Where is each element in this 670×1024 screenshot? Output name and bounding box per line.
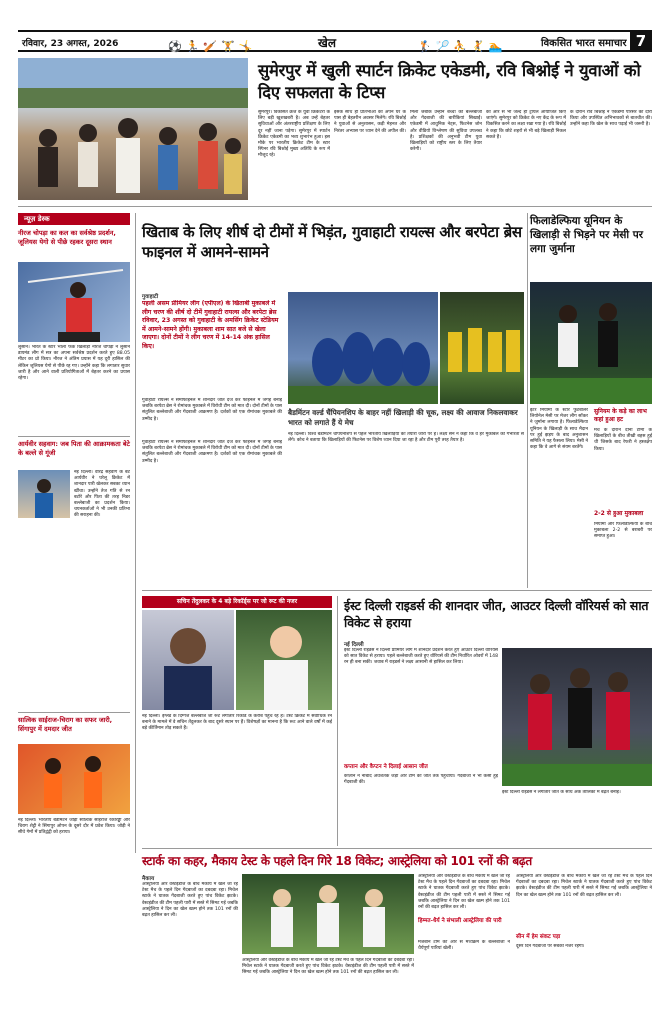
delhi-sub-headline: कप्तान और कैप्टन ने दिलाई आसान जीत — [344, 764, 428, 770]
lead-col-3: मिला जबकि उन्होंने बच्चों को बल्लेबाजी और गेंदबाजी की बारीकियां सिखाईं। एकेडमी में आधुनिक नेट्स, फिटनेस जोन और वीडियो विश्लेषण की सुविधा उपलब्ध है। प्रशिक्षकों की अनुभवी टीम युवा खिलाड़ियों को राष्ट्रीय स्तर के लिए तैयार करेगी। — [410, 110, 482, 153]
team-huddle-photo — [288, 292, 438, 404]
philly-side-body: मैच के दौरान दोनों टीमों के खिलाड़ियों के बीच तीखी बहस हुई थी जिसके बाद रेफरी ने हस्तक्षेप किया। — [594, 428, 652, 452]
philly-side-body-2: मियामी और फिलाडेल्फिया के बीच मुकाबला 2-2 से बराबरी पर समाप्त हुआ। — [594, 522, 652, 540]
page-number-box — [630, 30, 652, 52]
lead-col-1: सुमेरपुर। विकसित क्रेज के युवा क्रिकेटरों के लिए बड़ी खुशखबरी है। अब उन्हें बेहतर सुविधाओं और अंतरराष्ट्रीय प्रशिक्षण के लिए दूर नहीं जाना पड़ेगा। सुमेरपुर में स्पार्टन क्रिकेट एकेडमी का भव्य शुभारंभ हुआ। इस मौके पर भारतीय क्रिकेट टीम के स्टार स्पिनर रवि बिश्नोई मुख्य अतिथि के रूप में मौजूद रहे। — [258, 110, 330, 159]
delhi-players-illustration — [502, 648, 652, 786]
starc-dateline: मैकाय — [142, 876, 155, 882]
starc-body: आस्ट्रेलिया और वेस्टइंडीज के बीच मैकाय में खेले जा रहे टेस्ट मैच के पहले दिन गेंदबाजों का दबदबा रहा। मिचेल स्टार्क ने घातक गेंदबाजी करते हुए पांच विकेट झटके। वेस्टइंडीज की टीम पहली पारी में सस्ते में सिमट गई जबकि आस्ट्रेलिया ने दिन का खेल खत्म होने तक 101 रनों की बढ़त हासिल कर ली। — [142, 882, 238, 919]
final-intro: पहली असम प्रीमियर लीग (एपीएल) के खिताबी मुकाबले में लीग चरण की शीर्ष दो टीमें गुवाहाटी रायल्स और बरपेटा ब्रेस रविवार, 23 अगस्त को गुवाहाटी के अमसिंग क्रिकेट स्टेडियम में आमने-सामने होंगी। मुकाबला शाम सात बजे से खेला जाएगा। दोनों टीमों ने लीग चरण में 14-14 अंक हासिल किए। — [142, 300, 279, 350]
sachin-photo — [142, 610, 234, 710]
delhi-body: ईस्ट दिल्ली राइडर्स ने दिल्ली प्रीमियर लीग में शानदार प्रदर्शन करते हुए आउटर दिल्ली वॉरियर्स को सात विकेट से हराया। पहले बल्लेबाजी करते हुए वॉरियर्स की टीम निर्धारित ओवरों में 148 रन ही बना सकी। जवाब में राइडर्स ने लक्ष्य आसानी से हासिल कर लिया। — [344, 648, 498, 666]
story3-headline: सात्विक साईराज-चिराग का सफर जारी, सिंगापुर में दमदार जीत — [18, 716, 113, 733]
sachin-band-text: सचिन तेंदुलकर के 4 बड़े रिकॉर्ड्स पर जो रूट की नजर — [176, 598, 298, 605]
column-divider-left — [135, 213, 136, 853]
philly-body: इंटर मियामी के स्टार फुटबॉलर लियोनेल मेसी पर मेजर लीग सॉकर ने जुर्माना लगाया है। फिलाडेल्फिया यूनियन के खिलाड़ी के साथ मैदान पर हुई झड़प के बाद अनुशासन समिति ने यह फैसला लिया। मेसी ने कहा कि वे आगे से संयम बरतेंगे। — [530, 408, 588, 451]
starc-sub-headline-2: सीन में हेम संकट पड़ा — [516, 934, 561, 940]
sehwag-photo — [18, 470, 70, 518]
story1-body: लुसाने। भारत के स्टार भाला फेंक खिलाड़ी नीरज चोपड़ा ने लुसाने डायमंड लीग में सत्र का अपना सर्वश्रेष्ठ प्रदर्शन करते हुए 88.05 मीटर का थ्रो किया। नीरज ने अंतिम प्रयास में यह दूरी हासिल की लेकिन जूलियस येगो से पीछे रह गए। उन्होंने कहा कि लगातार सुधार जारी है और आने वाली प्रतियोगिताओं में बेहतर करने का प्रयास रहेगा। — [18, 345, 130, 382]
starc-sub-body-2: दूसरे दिन गेंदबाजों पर सबकी नजर रहेगी। — [516, 944, 585, 949]
final-headline: खिताब के लिए शीर्ष दो टीमों में भिड़ंत, गुवाहाटी रायल्स और बरपेटा ब्रेस फाइनल में आमने-सामने — [142, 223, 522, 261]
lead-headline: सुमेरपुर में खुली स्पार्टन क्रिकेट एकेडमी, रवि बिश्नोई ने युवाओं को दिए सफलता के टिप्स — [258, 61, 641, 102]
lead-col-5: के दौरान रवि बिश्नोई ने एकेडमी परिसर का दौरा किया और उपस्थित अभिभावकों से बातचीत की। उन्होंने कहा कि खेल के साथ पढ़ाई भी जरूरी है। — [570, 110, 652, 128]
section-title: खेल — [318, 36, 336, 50]
team-celebration-photo — [440, 292, 524, 404]
javelin-thrower-illustration — [18, 262, 130, 342]
batsman-illustration — [18, 470, 70, 518]
messi-photo — [530, 282, 652, 404]
footballers-illustration — [530, 282, 652, 404]
sports-silhouettes-left: ⚽🏃🏏🏋🤸 — [168, 40, 257, 53]
story2-headline: आर्यवीर सहवाग: जब पिता की आक्रामकता बेटे के बल्ले से गूंजी — [18, 440, 130, 457]
yellow-team-illustration — [440, 292, 524, 404]
news-desk-text: न्यूज़ डेस्क — [24, 215, 50, 223]
issue-date: रविवार, 23 अगस्त, 2026 — [22, 39, 119, 49]
delhi-photo — [502, 648, 652, 786]
team-huddle-illustration — [288, 292, 438, 404]
starc-body-2: आस्ट्रेलिया और वेस्टइंडीज के बीच मैकाय में खेले जा रहे टेस्ट मैच के पहले दिन गेंदबाजों का दबदबा रहा। मिचेल स्टार्क ने घातक गेंदबाजी करते हुए पांच विकेट झटके। वेस्टइंडीज की टीम पहली पारी में सस्ते में सिमट गई जबकि आस्ट्रेलिया ने दिन का खेल खत्म होने तक 101 रनों की बढ़त हासिल कर ली। — [242, 958, 414, 976]
final-sub-headline: बैडमिंटन वर्ल्ड चैंपियनशिप के बाहर नहीं खिलाड़ी की चूक, लक्ष्य की आवाज निकलवाकर भारत को लगाते हैं ये मेच — [288, 408, 518, 427]
rule-story1 — [18, 436, 130, 437]
final-sub-body: नई दिल्ली। विश्व बैडमिंटन चैंपियनशिप से पहले भारतीय खिलाड़ियों की तैयारी जोरों पर है। लक्ष्य सेन ने कहा कि वे हर मुकाबले को गंभीरता से लेंगे। कोच ने बताया कि खिलाड़ियों की फिटनेस पर विशेष ध्यान दिया जा रहा है और टीम पूरी तरह तैयार है। — [288, 432, 524, 444]
delhi-caption: ईस्ट दिल्ली राइडर्स ने लगातार जीत के साथ अंक तालिका में बढ़त बनाई। — [502, 790, 621, 795]
badminton-players-illustration — [18, 744, 130, 814]
neeraj-photo — [18, 262, 130, 342]
final-body: गुवाहाटी रायल्स ने सेमीफाइनल में शानदार जीत दर्ज कर फाइनल में जगह बनाई जबकि बरपेटा ब्रेस ने रोमांचक मुकाबले में विरोधी टीम को मात दी। दोनों टीमों के पास संतुलित बल्लेबाजी और गेंदबाजी आक्रमण है। दर्शकों को एक रोमांचक मुकाबले की उम्मीद है। — [142, 398, 282, 422]
lead-col-2: इसके साथ ही प्रतिभाओं को अपने घर के पास ही बेहतरीन अवसर मिलेंगे। रवि बिश्नोई ने युवाओं से अनुशासन, कड़ी मेहनत और निरंतर अभ्यास पर ध्यान देने की अपील की। — [334, 110, 406, 134]
philly-side-headline-2: 2-2 से हुआ मुकाबला — [594, 510, 644, 517]
rule-mid — [142, 590, 652, 591]
lead-photo — [18, 58, 248, 200]
story2-body: नई दिल्ली। वीरेंद्र सहवाग के बेटे आर्यवीर ने घरेलू क्रिकेट में शानदार पारी खेलकर सबका ध्यान खींचा। उन्होंने तेज गति से रन बटोरे और पिता की तरह निडर बल्लेबाजी का प्रदर्शन किया। चयनकर्ताओं ने भी उनकी प्रतिभा की सराहना की। — [74, 470, 130, 519]
column-divider-right — [527, 213, 528, 588]
root-photo — [236, 610, 332, 710]
australia-players-illustration — [242, 874, 414, 954]
starc-headline: स्टार्क का कहर, मैकाय टेस्ट के पहले दिन गिरे 18 विकेट; आस्ट्रेलिया को 101 रनों की बढ़त — [142, 854, 532, 868]
final-body-cont: गुवाहाटी रायल्स ने सेमीफाइनल में शानदार जीत दर्ज कर फाइनल में जगह बनाई जबकि बरपेटा ब्रेस ने रोमांचक मुकाबले में विरोधी टीम को मात दी। दोनों टीमों के पास संतुलित बल्लेबाजी और गेंदबाजी आक्रमण है। दर्शकों को एक रोमांचक मुकाबले की उम्मीद है। — [142, 440, 282, 464]
rule-under-lead — [18, 206, 652, 207]
sachin-band — [142, 596, 332, 608]
story3-body: नई दिल्ली। भारतीय बैडमिंटन जोड़ी सात्विक साईराज रंकीरेड्डी और चिराग शेट्टी ने सिंगापुर ओपन के दूसरे दौर में प्रवेश किया। जोड़ी ने सीधे गेमों में प्रतिद्वंद्वी को हराया। — [18, 818, 130, 836]
sachin-body: नई दिल्ली। इंग्लैंड के दिग्गज बल्लेबाज जो रूट लगातार रिकॉर्ड के करीब पहुंच रहे हैं। टेस्ट क्रिकेट में सर्वाधिक रन बनाने के मामले में वे सचिन तेंदुलकर के बाद दूसरे स्थान पर हैं। विशेषज्ञों का मानना है कि रूट आने वाले वर्षों में कई बड़े कीर्तिमान तोड़ सकते हैं। — [142, 714, 332, 732]
delhi-dateline: नई दिल्ली — [344, 642, 364, 648]
sports-silhouettes-right: 🏌🏸⛹🤾🏊 — [418, 40, 507, 53]
rule-above-starc — [142, 848, 652, 849]
column-divider-center — [337, 596, 338, 846]
final-dateline: गुवाहाटी — [142, 294, 159, 300]
starc-photo — [242, 874, 414, 954]
starc-body-4: आस्ट्रेलिया और वेस्टइंडीज के बीच मैकाय में खेले जा रहे टेस्ट मैच के पहले दिन गेंदबाजों का दबदबा रहा। मिचेल स्टार्क ने घातक गेंदबाजी करते हुए पांच विकेट झटके। वेस्टइंडीज की टीम पहली पारी में सस्ते में सिमट गई जबकि आस्ट्रेलिया ने दिन का खेल खत्म होने तक 101 रनों की बढ़त हासिल कर ली। — [516, 874, 652, 898]
crowd-illustration — [18, 58, 248, 200]
page-number: 7 — [635, 32, 647, 50]
starc-body-3: आस्ट्रेलिया और वेस्टइंडीज के बीच मैकाय में खेले जा रहे टेस्ट मैच के पहले दिन गेंदबाजों का दबदबा रहा। मिचेल स्टार्क ने घातक गेंदबाजी करते हुए पांच विकेट झटके। वेस्टइंडीज की टीम पहली पारी में सस्ते में सिमट गई जबकि आस्ट्रेलिया ने दिन का खेल खत्म होने तक 101 रनों की बढ़त हासिल कर ली। — [418, 874, 510, 911]
paper-name: विकसित भारत समाचार — [541, 38, 627, 49]
delhi-sub-body: कप्तान ने नाबाद अर्धशतक जड़ा और टीम को जीत तक पहुंचाया। गेंदबाजों ने भी कसी हुई गेंदबाजी की। — [344, 774, 498, 786]
starc-sub-headline: हिम्मत-धैर्य ने संभाली आस्ट्रेलिया की पारी — [418, 918, 502, 924]
page-header — [18, 30, 652, 52]
badminton-photo — [18, 744, 130, 814]
starc-sub-body: मेजबान टीम की ओर से मध्यक्रम के बल्लेबाजों ने धैर्यपूर्ण पारियां खेलीं। — [418, 940, 510, 952]
story1-headline: नीरज चोपड़ा का कल का सर्वश्रेष्ठ प्रदर्शन, जूलियस येगो से पीछे रहकर दूसरा स्थान — [18, 229, 116, 246]
root-portrait-illustration — [236, 610, 332, 710]
philly-headline: फिलाडेल्फिया यूनियन के खिलाड़ी से भिड़ने पर मेसी पर लगा जुर्माना — [530, 215, 644, 255]
delhi-headline: ईस्ट दिल्ली राइडर्स की शानदार जीत, आउटर दिल्ली वॉरियर्स को सात विकेट से हराया — [344, 598, 649, 630]
lead-col-4: की ओर से भी जल्द ही ट्रायल आयोजित किए जाएंगे। सुमेरपुर को क्रिकेट के नए केंद्र के रूप में विकसित करने का लक्ष्य रखा गया है। रवि बिश्नोई ने कहा कि छोटे शहरों से भी बड़े खिलाड़ी निकल सकते हैं। — [486, 110, 566, 140]
sachin-portrait-illustration — [142, 610, 234, 710]
news-desk-label — [18, 213, 130, 225]
philly-side-headline: सुनियम के कड़े का लाभ कहां हुआ हट — [594, 408, 647, 423]
rule-story2 — [18, 712, 130, 713]
